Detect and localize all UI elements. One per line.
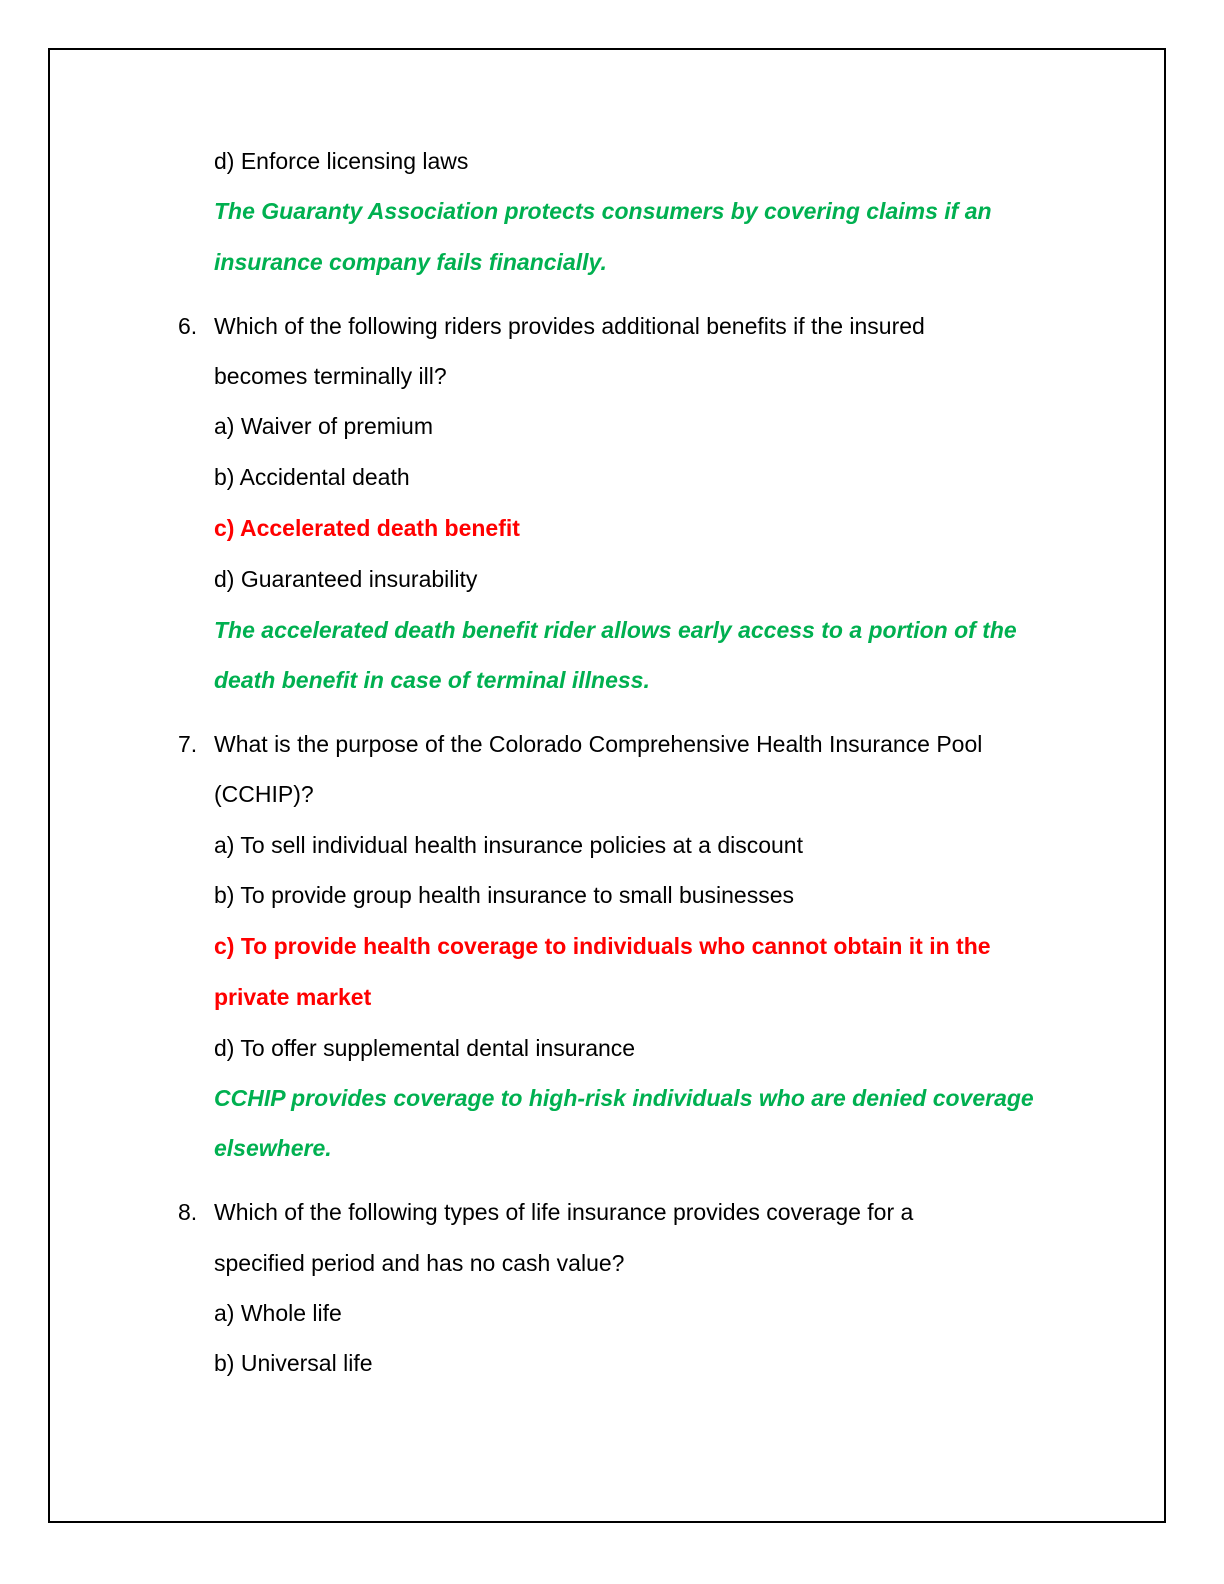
q6-question-1: Which of the following riders provides additional benefits if the insured	[214, 313, 925, 339]
q6-option-c-answer: c) Accelerated death benefit	[214, 515, 520, 541]
q8-option-a: a) Whole life	[214, 1300, 342, 1326]
q7-option-c-answer-2: private market	[214, 984, 372, 1010]
q5-explanation-2: insurance company fails financially.	[214, 249, 607, 275]
q7-explanation-2: elsewhere.	[214, 1135, 332, 1161]
q7-question-1: What is the purpose of the Colorado Comprehensive Health Insurance Pool	[214, 731, 983, 757]
q6-number: 6.	[178, 313, 198, 339]
q6-explanation-1: The accelerated death benefit rider allows early access to a portion of the	[214, 617, 1017, 643]
q8-option-b: b) Universal life	[214, 1350, 373, 1376]
q7-option-b: b) To provide group health insurance to small businesses	[214, 882, 795, 908]
q6-question-2: becomes terminally ill?	[214, 363, 447, 389]
q7-option-c-answer-1: c) To provide health coverage to individuals who cannot obtain it in the	[214, 933, 991, 959]
q7-explanation-1: CCHIP provides coverage to high-risk individuals who are denied coverage	[214, 1085, 1034, 1111]
q5-explanation-1: The Guaranty Association protects consumers by covering claims if an	[214, 198, 992, 224]
q8-number: 8.	[178, 1199, 198, 1225]
q7-question-2: (CCHIP)?	[214, 781, 314, 807]
q7-option-d: d) To offer supplemental dental insurance	[214, 1035, 636, 1061]
q8-question-2: specified period and has no cash value?	[214, 1250, 625, 1276]
q5-option-d: d) Enforce licensing laws	[214, 148, 469, 174]
q7-option-a: a) To sell individual health insurance policies at a discount	[214, 832, 803, 858]
q6-option-a: a) Waiver of premium	[214, 413, 433, 439]
q6-option-b: b) Accidental death	[214, 464, 410, 490]
q8-question-1: Which of the following types of life insurance provides coverage for a	[214, 1199, 914, 1225]
q7-number: 7.	[178, 731, 198, 757]
q6-explanation-2: death benefit in case of terminal illness.	[214, 667, 650, 693]
q6-option-d: d) Guaranteed insurability	[214, 566, 478, 592]
